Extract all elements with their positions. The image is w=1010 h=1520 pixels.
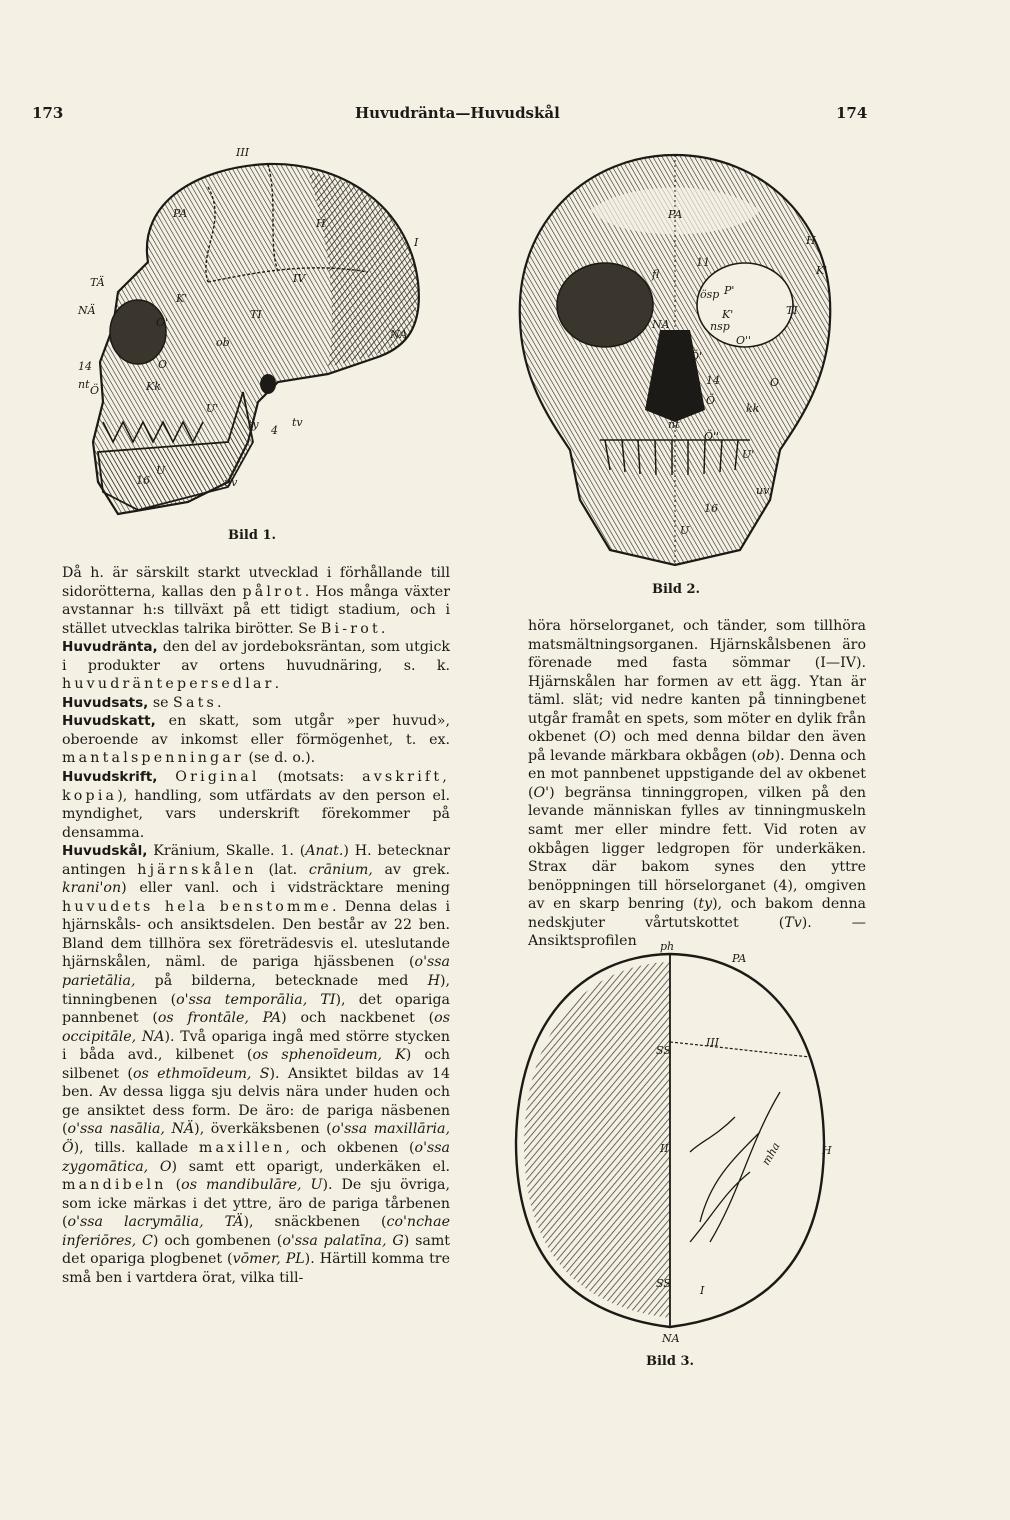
left-text-column [62,564,450,1287]
fig3-label: PA [732,952,747,965]
fig3-label: SS [656,1277,671,1290]
fig1-label: Kk [146,380,161,393]
fig1-label: O' [156,316,169,329]
fig2-label: PL [686,402,701,415]
fig3-label: III [706,1036,720,1049]
left-page-number: 173 [32,104,64,122]
text-run: mantalspenningar [62,750,244,767]
text-run: på bilderna, betecknade med [135,973,428,990]
fig1-label: U [156,464,166,477]
text-run: av grek. [372,861,450,878]
figure-2-caption: Bild 2. [651,582,701,597]
skull-side-view-figure [78,142,428,522]
fig1-label: tv [292,416,303,429]
fig2-label: uv [756,484,770,497]
fig1-label: ty [248,418,259,431]
fig2-label: fl [652,268,660,281]
text-run: krani'on [62,880,122,897]
fig1-label: IV [293,272,306,285]
text-run: os frontāle, PA [157,1010,282,1027]
fig2-label: C [688,380,697,393]
fig1-label: Ö [90,384,100,397]
text-run: ), och bakom denna nedskjuter vårtutskottet ( [528,896,867,931]
text-run: maxillen [198,1139,286,1156]
fig3-label: ph [660,940,675,953]
text-run: hjärnskålen [137,861,257,878]
fig2-label: K' [722,308,734,321]
fig1-label: NA [390,328,408,341]
left-half-shading [524,962,670,1318]
text-run: ), handling, som utfärdats av den person el. myndighet, vars underskrift förekommer på densamma. [62,787,450,841]
text-run: ). — Ansiktsprofilen [528,914,866,950]
text-run: ) och nackbenet ( [281,1010,435,1027]
text-run: ) och gombenen ( [152,1232,283,1249]
text-run: Tv [784,914,802,931]
text-run: os ethmoīdeum, S [132,1065,270,1082]
text-run: ty [698,896,713,913]
running-head: Huvudränta—Huvudskål [355,104,560,122]
fig2-label: nsp [710,320,730,333]
paragraph [62,768,450,842]
text-run: ) och silbenet ( [62,1047,451,1082]
text-run: ), tinningbenen ( [62,973,450,1008]
paragraph [528,617,866,951]
fig2-label: ösp [700,288,720,301]
text-run: ), tills. kallade [73,1139,199,1156]
text-run: . [217,694,222,711]
text-run: crānium, [308,861,373,878]
fig3-label: H [822,1144,832,1157]
fig3-label: NA [662,1332,680,1345]
text-run: os sphenoīdeum, K [252,1047,406,1064]
paragraph [62,694,450,713]
text-run: huvudets hela benstomme [62,898,332,915]
text-run: (se d. o.). [243,750,316,767]
fig1-label: TÄ [90,276,105,289]
text-run: en skatt, som utgår »per huvud», oberoende av inkomst eller förmögenhet, t. ex. [62,713,450,748]
fig2-label: U' [742,448,755,461]
text-run: se [148,694,174,711]
fig1-label: 14 [78,360,92,373]
fig1-label: nt [78,378,90,391]
text-run: os mandibulāre, U [181,1177,323,1194]
text-run: Kränium, Skalle. 1. ( [147,843,306,860]
text-run: ). Denna och en mot pannbenet uppstigande del av okbenet ( [528,747,866,801]
text-run: mandibeln [62,1177,167,1194]
text-run: O [599,729,611,746]
fig2-label: TI [786,304,798,317]
fig2-label: nt [668,418,680,431]
fig1-label: NÄ [78,304,96,317]
fig1-label: H [316,217,326,230]
text-run: huvudräntepersedlar [62,676,275,693]
fig1-label: PA [173,207,188,220]
text-run: Huvudskrift, [62,769,158,786]
text-run: den del av jordeboksräntan, som utgick i produkter av ortens huvudnäring, s. k. [62,639,450,674]
text-run: . [380,620,386,637]
right-page-number: 174 [836,104,868,122]
fig1-label: U' [206,402,219,415]
text-run: ), överkäksbenen ( [194,1121,332,1138]
text-run: Original [175,769,260,786]
text-run: o'ssa lacrymālia, TÄ [67,1214,244,1231]
text-run: höra hörselorganet, och tänder, som tillhöra matsmältningsorganen. Hjärnskålsbenen äro förenade med fasta sömmar (I—IV). Hjärnskålen har formen av ett ägg. Ytan är täml. slät; vid nedre kanten på tinningbenet utgår framåt en spets, som möter en dylik från okbenet ( [528,618,866,746]
text-run: ) H. betecknar antingen [62,843,450,878]
text-run: o'ssa zygomātica, O [62,1139,450,1175]
fig2-label: K' [816,264,828,277]
text-run: ) samt ett oparigt, underkäken el. [171,1158,450,1175]
text-run: o'ssa nasālia, NÄ [67,1121,195,1138]
fig1-label: uv [224,476,238,489]
fig2-label: P' [724,284,735,297]
ear-opening [260,374,276,394]
fig2-label: O [770,376,780,389]
text-run [157,769,175,785]
paragraph [62,842,450,1287]
fig1-label: 4 [271,424,278,437]
text-run: (lat. [256,861,309,878]
text-run: o'ssa maxillāria, Ö [62,1121,450,1156]
text-run: ). Ansiktet bildas av 14 ben. Av dessa ligga sju delvis nära under huden och ge ansiktet dess form. De äro: de pariga näsbenen ( [62,1065,450,1138]
text-run: O' [533,784,550,801]
paragraph [62,638,450,694]
skull-front-view-figure [510,150,840,570]
fig2-label: 14 [706,374,720,387]
right-text-column [528,617,866,951]
text-run: Sats [173,694,218,711]
text-run: ob [756,747,775,764]
text-run: ) samt det opariga plogbenet ( [62,1232,450,1268]
figure-1-caption: Bild 1. [227,528,277,543]
text-run: H [427,973,440,990]
text-run: . Hos många växter avstannar h:s tillväxt på ett tidigt stadium, och i stället utvecklas talrika birötter. Se [62,583,450,637]
fig2-label: H [806,234,816,247]
text-run: o'ssa temporālia, TI [176,991,336,1008]
orbit-left [557,263,653,347]
text-run: os occipitāle, NA [62,1010,450,1045]
fig2-label: S'' [682,364,696,377]
text-run: (motsats: [259,769,363,786]
fig2-label: O'' [736,334,752,347]
fig1-label: 16 [136,474,150,487]
fig1-label: ob [216,336,230,349]
text-run: ). De sju övriga, som icke märkas i det yttre, äro de pariga tårbenen ( [62,1177,451,1231]
text-run: . Denna delas i hjärnskåls- och ansiktsdelen. Den består av 22 ben. Bland dem tillhöra sex företrädesvis el. uteslutande hjärnskålen, näml. de pariga hjässbenen ( [62,898,450,971]
fig3-label: II [660,1142,669,1155]
fig2-label: kk [746,402,760,415]
text-run: ), snäckbenen ( [243,1214,387,1231]
skull-top-section-figure [510,940,832,1345]
text-run: avskrift, kopia [62,769,450,804]
text-run: vōmer, PL [232,1251,305,1268]
fig2-label: 16 [704,502,718,515]
fig1-label: III [236,146,250,159]
fig1-label: O [158,358,168,371]
text-run: ) eller vanl. och i vidsträcktare mening [121,880,450,897]
text-run: ) begränsa tinninggropen, vilken på den levande människan fylles av tinningmuskeln samt mer eller mindre fett. Vid roten av okbågen ligger ledgropen för underkäken. Strax där bakom synes den yttre benöppningen till hörselorganet (4), omgiven av en skarp benring ( [528,784,866,913]
text-run: Huvudränta, [62,639,158,656]
text-run: ( [166,1177,182,1194]
figure-3-caption: Bild 3. [645,1354,695,1369]
text-run: Huvudskatt, [62,713,156,730]
text-run: ) och med denna bildar den även på levande märkbara okbågen ( [528,729,866,764]
text-run: o'ssa parietālia, [62,954,450,990]
text-run: Huvudskål, [62,843,148,860]
orbit [110,300,169,364]
paragraph [62,712,450,768]
text-run: Då h. är särskilt starkt utvecklad i förhållande till sidorötterna, kallas den [62,565,450,600]
fig2-label: NA [652,318,670,331]
fig1-label: I [414,236,419,249]
text-run: Huvudsats, [62,694,149,711]
text-run: Bi-rot [320,620,381,637]
fig2-label: PA [668,208,683,221]
fig3-label: I [700,1284,705,1297]
fig2-label: 11 [696,256,710,269]
fig2-label: Ö'' [704,430,720,443]
text-run: pålrot [242,583,305,600]
text-run: . [274,676,280,693]
text-run: o'ssa palatīna, G [282,1232,404,1249]
fig2-label: U [680,524,690,537]
fig2-label: Ö [706,394,716,407]
fig1-label: K' [176,292,188,305]
text-run: ). Två opariga ingå med större stycken i båda avd., kilbenet ( [62,1028,450,1064]
fig3-label: mha [759,1140,783,1168]
text-run: , och okbenen ( [285,1139,415,1156]
paragraph [62,564,450,638]
fig1-label: TI [250,308,262,321]
text-run: Anat. [305,843,344,860]
text-run: ). Härtill komma tre små ben i vartdera örat, vilka till- [62,1251,450,1286]
fig2-label: Ö' [690,350,703,363]
fig3-label: SS [656,1044,671,1057]
text-run: co'nchae inferiōres, C [62,1214,451,1249]
text-run: ), det opariga pannbenet ( [62,991,451,1027]
